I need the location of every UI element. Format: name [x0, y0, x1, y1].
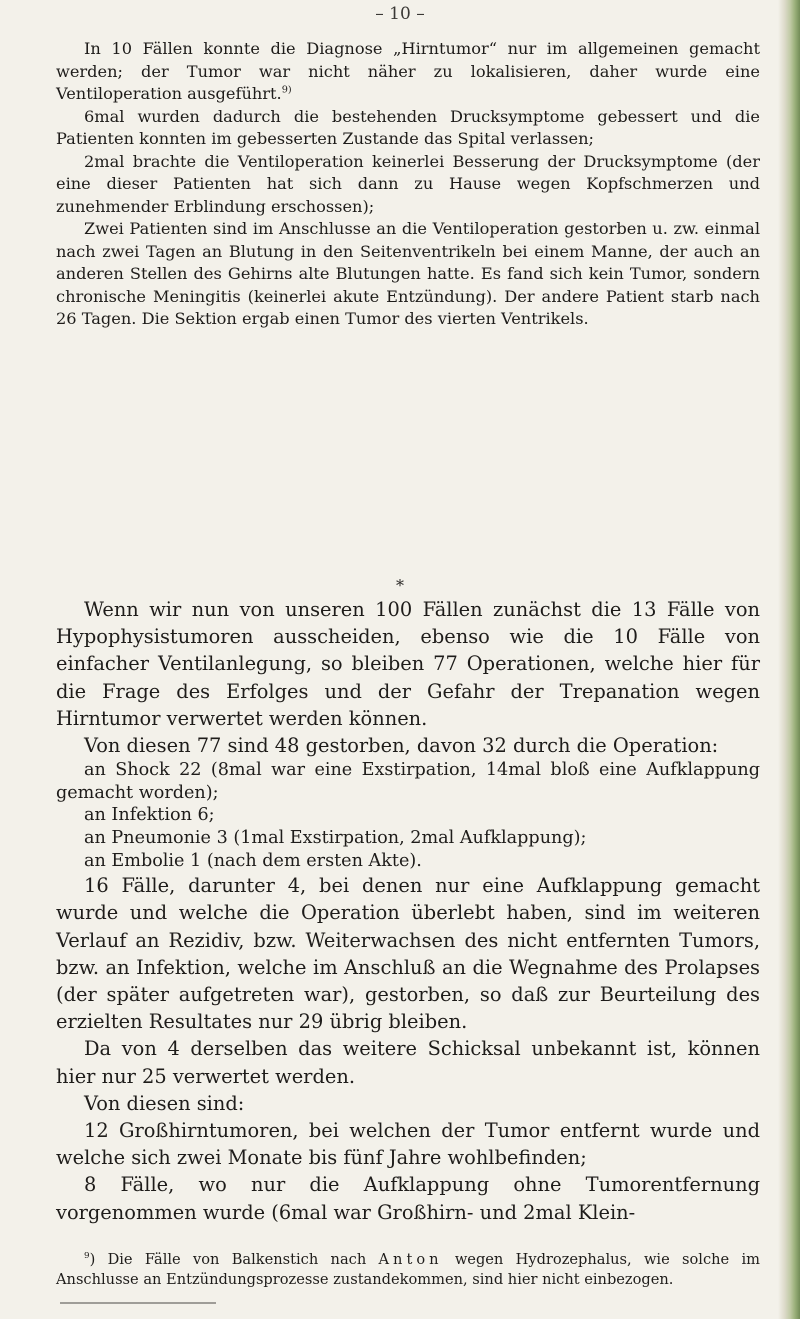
cause-embolism: an Embolie 1 (nach dem ersten Akte).: [84, 850, 422, 871]
section-separator: *: [396, 576, 404, 595]
paragraph-improved: 6mal wurden dadurch die bestehenden Drucksymptome gebessert und die Patienten konnten im gebesserten Zustande das Spital verlassen;: [56, 106, 760, 148]
footnote-reference: 9): [281, 84, 292, 96]
paragraph-of-these: Von diesen sind:: [84, 1091, 245, 1115]
cause-pneumonia: an Pneumonie 3 (1mal Exstirpation, 2mal Aufklappung);: [84, 828, 587, 848]
paragraph-ventiloperation-intro: In 10 Fällen konnte die Diagnose „Hirntumor“ nur im allgemeinen gemacht werden; der Tumor war nicht näher zu lokalisieren, daher wurde eine Ventiloperation ausgeführt.$^{9)}$: [56, 39, 760, 103]
paragraph-exclusions: Wenn wir nun von unseren 100 Fällen zunächst die 13 Fälle von Hypophysistumoren ausscheiden, ebenso wie die 10 Fälle von einfacher Ventilanlegung, so bleiben 77 Operationen, welche hier für die Frage des Erfolges und der Gefahr der Trepanation wegen Hirntumor verwertet werden können.: [56, 598, 760, 730]
footnote: [56, 1250, 760, 1289]
paragraph-cerebral-tumors: 12 Großhirntumoren, bei welchen der Tumor entfernt wurde und welche sich zwei Monate bis fünf Jahre wohlbefinden;: [56, 1119, 760, 1170]
page-number: – 10 –: [375, 4, 425, 24]
paragraph-recurrence: 16 Fälle, darunter 4, bei denen nur eine Aufklappung gemacht wurde und welche die Operation überlebt haben, sind im weiteren Verlauf an Rezidiv, bzw. Weiterwachsen des nicht entfernten Tumors, bzw. an Infektion, welche im Anschluß an die Wegnahme des Prolapses (der später aufgetreten war), gestorben, so daß zur Beurteilung des erzielten Resultates nur 29 übrig bleiben.: [56, 874, 760, 1034]
footnote-text: $^9$) Die Fälle von Balkenstich nach Anton wegen Hydrozephalus, wie solche im Anschlusse an Entzündungsprozesse zustandekommen, sind hier nicht einbezogen.: [56, 1251, 760, 1288]
footnote-marker: 9: [84, 1251, 90, 1262]
paragraph-flap-only: 8 Fälle, wo nur die Aufklappung ohne Tumorentfernung vorgenommen wurde (6mal war Großhirn- und 2mal Klein-: [56, 1173, 760, 1224]
paragraph-deaths: Zwei Patienten sind im Anschlusse an die Ventiloperation gestorben u. zw. einmal nach zwei Tagen an Blutung in den Seitenventrikeln bei einem Manne, der auch an anderen Stellen des Gehirns alte Blutungen hatte. Es fand sich kein Tumor, sondern chronische Meningitis (keinerlei akute Entzündung). Der andere Patient starb nach 26 Tagen. Die Sektion ergab einen Tumor des vierten Ventrikels.: [56, 219, 760, 328]
page-edge-shadow: [778, 0, 800, 1319]
footnote-author: Anton: [378, 1251, 443, 1268]
cause-infection: an Infektion 6;: [84, 805, 215, 826]
paragraph-no-improvement: 2mal brachte die Ventiloperation keinerlei Besserung der Drucksymptome (der eine dieser Patienten hat sich dann zu Hause wegen Kopfschmerzen und zunehmender Erblindung erschossen);: [56, 151, 760, 216]
case-summary-section: [56, 38, 760, 331]
cause-shock: an Shock 22 (8mal war eine Exstirpation, 14mal bloß eine Aufklappung gemacht worden);: [56, 760, 760, 803]
footnote-rule: [60, 1302, 216, 1304]
statistics-section: [56, 596, 760, 1226]
paragraph-deaths-count: Von diesen 77 sind 48 gestorben, davon 32 durch die Operation:: [84, 734, 719, 758]
paragraph-unknown-fate: Da von 4 derselben das weitere Schicksal unbekannt ist, können hier nur 25 verwertet werden.: [56, 1037, 760, 1088]
